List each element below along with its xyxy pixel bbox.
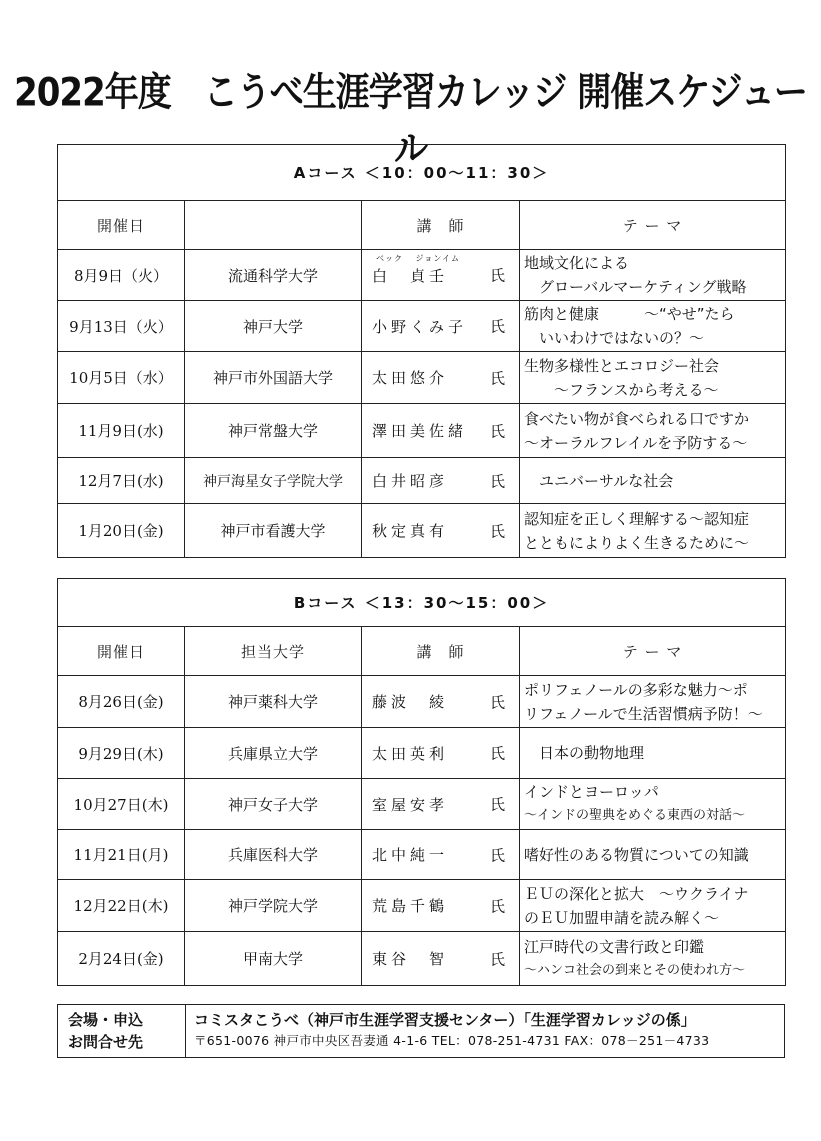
lecturer-name: 秋定真有	[372, 522, 449, 540]
lecturer-ruby: ベック ジョンイム	[376, 254, 460, 263]
theme-line: ～ハンコ社会の到来とその使われ方～	[524, 962, 746, 978]
theme-line: 地域文化による	[524, 254, 630, 272]
lecturer-cell	[362, 932, 520, 986]
contact-label	[58, 1005, 186, 1057]
course-a-header: Aコース ＜10：00～11：30＞	[58, 145, 786, 201]
lecture-theme	[520, 932, 786, 986]
lecturer-cell	[362, 728, 520, 779]
column-header-theme: テ ー マ	[520, 201, 786, 250]
contact-details	[186, 1005, 784, 1057]
lecture-theme	[520, 250, 786, 301]
university-name: 神戸女子大学	[185, 779, 362, 830]
honorific: 氏	[489, 950, 505, 968]
schedule-row	[58, 779, 786, 830]
honorific: 氏	[489, 795, 505, 814]
lecturer-name: 藤波 綾	[372, 693, 449, 711]
honorific: 氏	[489, 369, 505, 387]
theme-line: グローバルマーケティング戦略	[524, 278, 747, 296]
theme-line: ポリフェノールの多彩な魅力～ポ	[524, 680, 748, 699]
lecture-theme	[520, 504, 786, 558]
honorific: 氏	[489, 422, 505, 440]
honorific: 氏	[489, 266, 505, 285]
lecturer-cell	[362, 352, 520, 404]
schedule-row	[58, 676, 786, 728]
session-date: 10月27日(木)	[58, 779, 185, 830]
lecturer-cell	[362, 830, 520, 880]
contact-label-line1: 会場・申込	[68, 1011, 144, 1029]
column-header-date: 開催日	[58, 201, 185, 250]
lecture-theme	[520, 458, 786, 504]
lecturer-name: 太田英利	[372, 744, 449, 763]
lecturer-cell	[362, 779, 520, 830]
lecturer-cell	[362, 880, 520, 932]
lecture-theme	[520, 676, 786, 728]
theme-line: 日本の動物地理	[524, 744, 645, 762]
lecturer-name: 白 貞壬	[372, 266, 449, 285]
lecture-theme	[520, 880, 786, 932]
column-header-university: 担当大学	[185, 627, 362, 676]
university-name: 神戸市外国語大学	[185, 352, 362, 404]
theme-line: 生物多様性とエコロジー社会	[524, 356, 720, 375]
session-date: 8月26日(金)	[58, 676, 185, 728]
schedule-row	[58, 404, 786, 458]
honorific: 氏	[489, 693, 505, 711]
schedule-row	[58, 728, 786, 779]
lecturer-cell	[362, 250, 520, 301]
contact-label-line2: お問合せ先	[68, 1033, 144, 1051]
session-date: 2月24日(金)	[58, 932, 185, 986]
lecturer-cell	[362, 458, 520, 504]
column-header-theme: テ ー マ	[520, 627, 786, 676]
lecture-theme	[520, 301, 786, 352]
session-date: 12月22日(木)	[58, 880, 185, 932]
contact-organization: コミスタこうべ（神戸市生涯学習支援センター）「生涯学習カレッジの係」	[194, 1011, 696, 1029]
lecturer-name: 荒島千鶴	[372, 897, 449, 915]
university-name: 兵庫医科大学	[185, 830, 362, 880]
honorific: 氏	[489, 472, 505, 490]
session-date: 9月29日(木)	[58, 728, 185, 779]
lecturer-cell	[362, 504, 520, 558]
university-name: 流通科学大学	[185, 250, 362, 301]
session-date: 11月21日(月)	[58, 830, 185, 880]
session-date: 9月13日（火）	[58, 301, 185, 352]
contact-box	[57, 1004, 785, 1058]
university-name: 神戸海星女子学院大学	[185, 458, 362, 504]
schedule-row	[58, 830, 786, 880]
schedule-row	[58, 352, 786, 404]
university-name: 甲南大学	[185, 932, 362, 986]
honorific: 氏	[489, 846, 505, 864]
schedule-row	[58, 301, 786, 352]
university-name: 神戸常盤大学	[185, 404, 362, 458]
lecture-theme	[520, 830, 786, 880]
theme-line: ～インドの聖典をめぐる東西の対話～	[524, 808, 746, 823]
theme-line: とともによりよく生きるために～	[524, 533, 750, 552]
theme-line: 認知症を正しく理解する～認知症	[524, 509, 750, 528]
university-name: 神戸市看護大学	[185, 504, 362, 558]
university-name: 兵庫県立大学	[185, 728, 362, 779]
column-header-lecturer: 講 師	[362, 201, 520, 250]
course-a-table	[57, 144, 786, 558]
lecturer-name: 澤田美佐緒	[372, 422, 468, 440]
lecture-theme	[520, 779, 786, 830]
course-b-header: Bコース ＜13：30～15：00＞	[58, 579, 786, 627]
theme-line: ～フランスから考える～	[524, 380, 719, 399]
lecture-theme	[520, 728, 786, 779]
lecture-theme	[520, 404, 786, 458]
theme-line: 食べたい物が食べられる口ですか	[524, 409, 750, 428]
theme-line: 嗜好性のある物質についての知識	[524, 845, 749, 864]
schedule-row	[58, 250, 786, 301]
session-date: 12月7日(水)	[58, 458, 185, 504]
honorific: 氏	[489, 897, 505, 915]
theme-line: ＥＵの深化と拡大 ～ウクライナ	[524, 884, 749, 903]
schedule-row	[58, 458, 786, 504]
lecture-theme	[520, 352, 786, 404]
page-title: 2022年度 こうべ生涯学習カレッジ 開催スケジュール	[14, 69, 807, 173]
session-date: 1月20日(金)	[58, 504, 185, 558]
theme-line: ～オーラルフレイルを予防する～	[524, 433, 748, 452]
theme-line: 筋肉と健康 ～“やせ”たら	[524, 305, 735, 323]
lecturer-cell	[362, 404, 520, 458]
theme-line: インドとヨーロッパ	[524, 783, 659, 801]
session-date: 8月9日（火）	[58, 250, 185, 301]
lecturer-name: 白井昭彦	[372, 472, 449, 490]
university-name: 神戸学院大学	[185, 880, 362, 932]
honorific: 氏	[489, 522, 505, 540]
lecturer-name: 東谷 智	[372, 950, 449, 968]
theme-line: いいわけではないの？～	[524, 329, 705, 347]
honorific: 氏	[489, 744, 505, 763]
lecturer-name: 北中純一	[372, 846, 449, 864]
university-name: 神戸大学	[185, 301, 362, 352]
column-header-university	[185, 201, 362, 250]
lecturer-name: 小野くみ子	[372, 317, 468, 336]
column-header-lecturer: 講 師	[362, 627, 520, 676]
session-date: 11月9日(水)	[58, 404, 185, 458]
lecturer-name: 太田悠介	[372, 369, 449, 387]
lecturer-name: 室屋安孝	[372, 795, 449, 814]
lecturer-cell	[362, 301, 520, 352]
lecturer-cell	[362, 676, 520, 728]
theme-line: 江戸時代の文書行政と印鑑	[524, 937, 705, 956]
theme-line: リフェノールで生活習慣病予防！～	[524, 704, 763, 723]
schedule-row	[58, 932, 786, 986]
schedule-row	[58, 880, 786, 932]
session-date: 10月5日（水）	[58, 352, 185, 404]
university-name: 神戸薬科大学	[185, 676, 362, 728]
honorific: 氏	[489, 317, 505, 336]
schedule-row	[58, 504, 786, 558]
contact-address: 〒651-0076 神戸市中央区吾妻通 4-1-6 TEL：078-251-4731 FAX：078－251－4733	[194, 1033, 710, 1048]
theme-line: のＥＵ加盟申請を読み解く～	[524, 908, 720, 927]
course-b-table	[57, 578, 786, 986]
theme-line: ユニバーサルな社会	[524, 471, 674, 490]
column-header-date: 開催日	[58, 627, 185, 676]
